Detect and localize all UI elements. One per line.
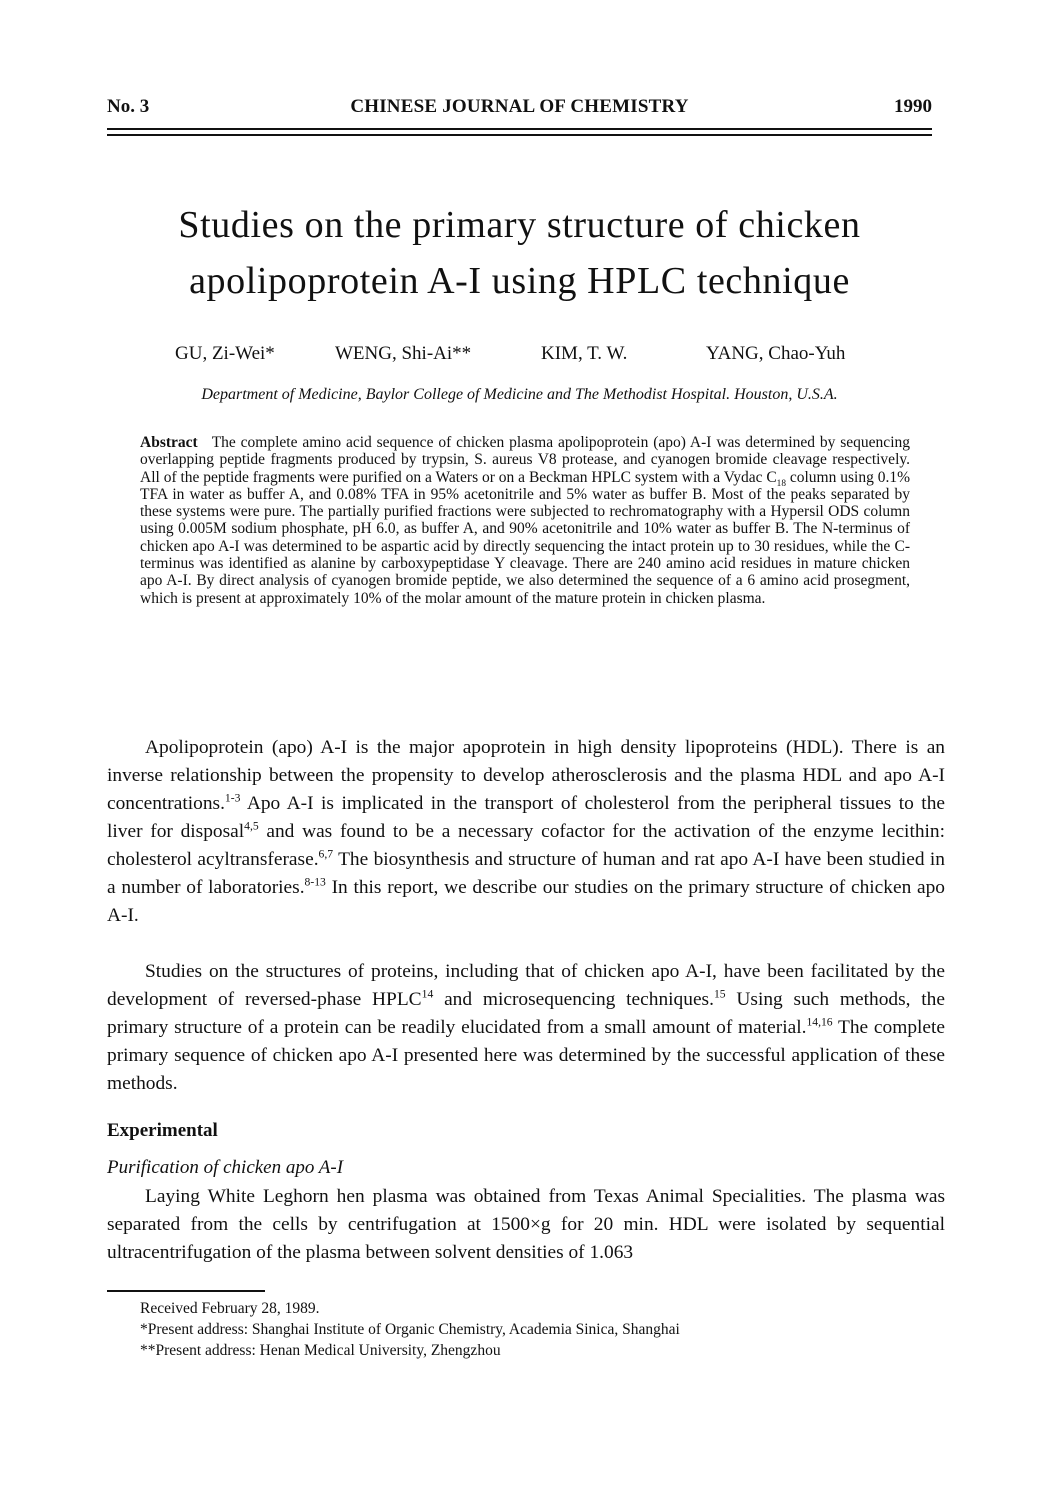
subsection-heading: Purification of chicken apo A-I [107, 1157, 344, 1178]
abstract-label: Abstract [140, 434, 198, 451]
citation-ref: 1-3 [224, 791, 241, 805]
author-4: YANG, Chao-Yuh [706, 343, 846, 364]
intro-p1-text-c: and was found to be a necessary cofactor for the activation of the enzyme lecithin: cholesterol acyltransferase. [107, 821, 945, 870]
journal-name: CHINESE JOURNAL OF CHEMISTRY [350, 96, 689, 117]
footnote-1: *Present address: Shanghai Institute of Organic Chemistry, Academia Sinica, Shanghai [140, 1321, 680, 1338]
intro-paragraph-1 [107, 734, 945, 930]
citation-ref: 6,7 [318, 847, 334, 861]
citation-ref: 14,16 [806, 1015, 833, 1029]
experimental-paragraph [107, 1183, 945, 1267]
section-heading-experimental: Experimental [107, 1120, 218, 1141]
author-3: KIM, T. W. [541, 343, 628, 364]
header-rule-bottom [107, 134, 932, 136]
paper-title [107, 197, 932, 309]
header-rule-top [107, 128, 932, 130]
experimental-text: Laying White Leghorn hen plasma was obtained from Texas Animal Specialities. The plasma was separated from the cells by centrifugation at 1500×g for 20 min. HDL were isolated by sequential ultracentrifugation of the plasma between solvent densities of 1.063 [107, 1186, 945, 1263]
intro-p1-text-d: The biosynthesis and structure of human and rat apo A-I have been studied in a number of laboratories. [107, 849, 945, 898]
author-2: WENG, Shi-Ai** [335, 343, 472, 364]
affiliation: Department of Medicine, Baylor College of Medicine and The Methodist Hospital. Houston, U.S.A. [201, 386, 838, 403]
citation-ref: 4,5 [244, 819, 259, 833]
intro-p2-text-b: and microsequencing techniques. [433, 989, 714, 1010]
abstract [140, 434, 910, 607]
abstract-subscript: 18 [776, 478, 786, 489]
intro-p1-text-e: In this report, we describe our studies on the primary structure of chicken apo A-I. [107, 877, 945, 926]
citation-ref: 15 [713, 987, 726, 1001]
intro-p2-text-d: The complete primary sequence of chicken apo A-I presented here was determined by the successful application of these methods. [107, 1017, 946, 1094]
citation-ref: 14 [421, 987, 434, 1001]
abstract-text-b: column using 0.1% TFA in water as buffer A, and 0.08% TFA in 95% acetonitrile and 5% water as buffer B. Most of the peaks separated by these systems were pure. The partially purified fractions were subjected to rechromatography with a Hypersil ODS column using 0.005M sodium phosphate, pH 6.0, as buffer A, and 90% acetonitrile and 10% water as buffer B. The N-terminus of chicken apo A-I was determined to be aspartic acid by directly sequencing the intact protein up to 30 residues, while the C-terminus was identified as alanine by carboxypeptidase Y cleavage. There are 240 amino acid residues in mature chicken apo A-I. By direct analysis of cyanogen bromide peptide, we also determined the sequence of a 6 amino acid prosegment, which is present at approximately 10% of the molar amount of the mature protein in chicken plasma. [140, 468, 910, 607]
intro-p1-text-a: Apolipoprotein (apo) A-I is the major apoprotein in high density lipoproteins (HDL). There is an inverse relationship between the propensity to develop atherosclerosis and the plasma HDL and apo A-I concentrations. [107, 737, 945, 814]
footnotes [140, 1298, 940, 1361]
issue-number: No. 3 [107, 96, 150, 117]
running-header [107, 92, 932, 122]
abstract-text-a: The complete amino acid sequence of chicken plasma apolipoprotein (apo) A-I was determined by sequencing overlapping peptide fragments produced by trypsin, S. aureus V8 protease, and cyanogen bromide cleavage respectively. All of the peptide fragments were purified on a Waters or on a Beckman HPLC system with a Vydac C [140, 434, 910, 486]
intro-p2-text-c: Using such methods, the primary structure of a protein can be readily elucidated from a small amount of material. [107, 989, 945, 1038]
title-line-2: apolipoprotein A-I using HPLC technique [189, 260, 850, 302]
publication-year: 1990 [894, 96, 932, 117]
footnote-2: **Present address: Henan Medical University, Zhengzhou [140, 1342, 501, 1359]
intro-paragraph-2 [107, 958, 945, 1098]
citation-ref: 8-13 [304, 875, 326, 889]
author-1: GU, Zi-Wei* [175, 343, 275, 364]
intro-p1-text-b: Apo A-I is implicated in the transport of cholesterol from the peripheral tissues to the liver for disposal [107, 793, 945, 842]
intro-p2-text-a: Studies on the structures of proteins, including that of chicken apo A-I, have been facilitated by the development of reversed-phase HPLC [107, 961, 945, 1010]
title-line-1: Studies on the primary structure of chicken [178, 204, 861, 246]
footnote-rule [107, 1290, 265, 1292]
footnote-received: Received February 28, 1989. [140, 1300, 320, 1317]
